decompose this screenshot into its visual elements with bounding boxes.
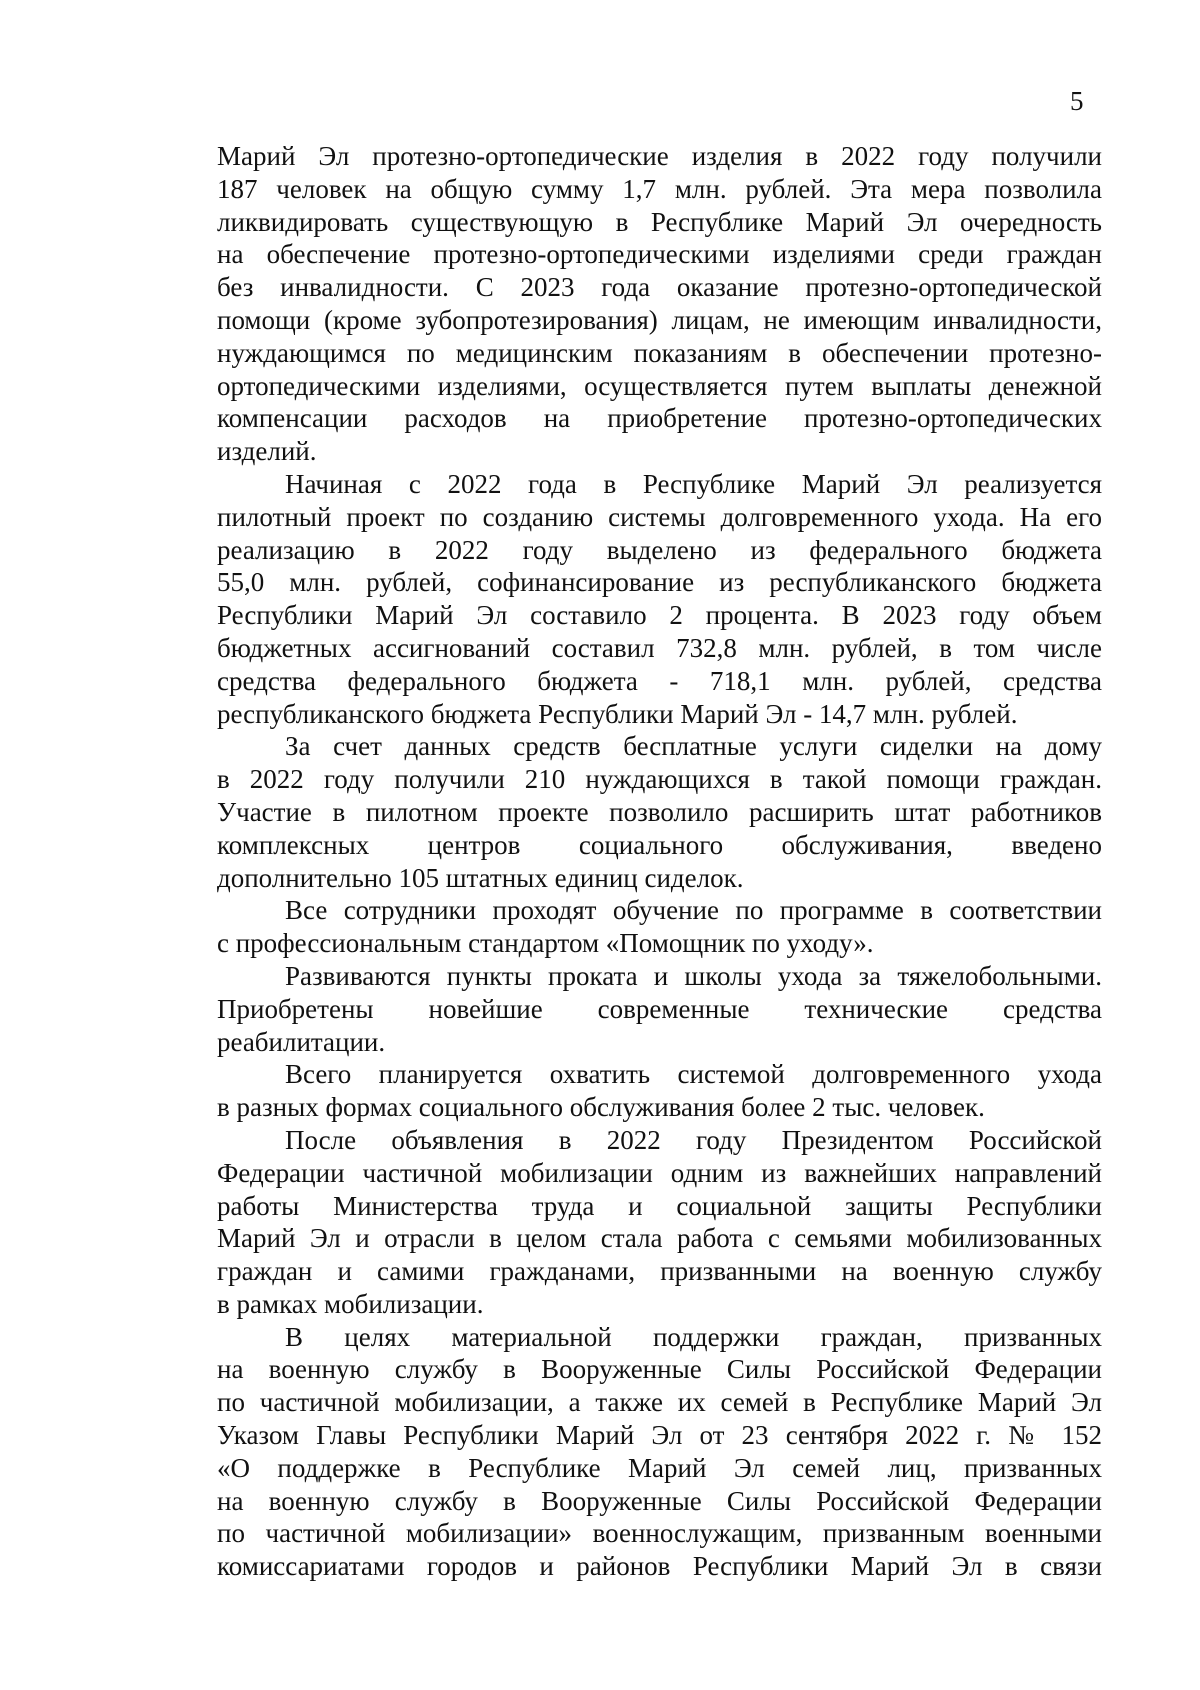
text-line: «О поддержке в Республике Марий Эл семей лиц, призванных (217, 1452, 1102, 1483)
text-line: 55,0 млн. рублей, софинансирование из республиканского бюджета (217, 567, 1102, 598)
text-line: средства федерального бюджета - 718,1 млн. рублей, средства (217, 665, 1102, 696)
text-line: с профессиональным стандартом «Помощник по уходу». (217, 928, 874, 959)
paragraph (217, 960, 1102, 1058)
paragraph (217, 468, 1102, 730)
text-line: комплексных центров социального обслуживания, введено (217, 829, 1102, 860)
text-line: изделий. (217, 436, 317, 467)
paragraph (217, 730, 1102, 894)
text-line: без инвалидности. С 2023 года оказание протезно-ортопедической (217, 272, 1102, 303)
text-line: на обеспечение протезно-ортопедическими изделиями среди граждан (217, 239, 1102, 270)
text-line: Указом Главы Республики Марий Эл от 23 сентября 2022 г. № 152 (217, 1420, 1102, 1451)
text-line: в 2022 году получили 210 нуждающихся в такой помощи граждан. (217, 764, 1102, 795)
text-line: работы Министерства труда и социальной защиты Республики (217, 1190, 1102, 1221)
text-line: пилотный проект по созданию системы долговременного ухода. На его (217, 501, 1102, 532)
text-line: Участие в пилотном проекте позволило расширить штат работников (217, 796, 1102, 827)
text-line: помощи (кроме зубопротезирования) лицам, не имеющим инвалидности, (217, 304, 1102, 335)
text-line: на военную службу в Вооруженные Силы Российской Федерации (217, 1485, 1102, 1516)
text-line: на военную службу в Вооруженные Силы Российской Федерации (217, 1354, 1102, 1385)
text-line: граждан и самими гражданами, призванными на военную службу (217, 1256, 1102, 1287)
text-line: по частичной мобилизации, а также их семей в Республике Марий Эл (217, 1387, 1102, 1418)
text-line: республиканского бюджета Республики Марий Эл - 14,7 млн. рублей. (217, 698, 1018, 729)
text-line: Марий Эл протезно-ортопедические изделия в 2022 году получили (217, 141, 1102, 171)
text-line: по частичной мобилизации» военнослужащим, призванным военными (217, 1518, 1102, 1549)
paragraph (217, 140, 1102, 468)
text-line: Приобретены новейшие современные технические средства (217, 993, 1102, 1024)
text-line: За счет данных средств бесплатные услуги сиделки на дому (285, 731, 1102, 762)
text-line: дополнительно 105 штатных единиц сиделок. (217, 862, 744, 893)
text-line: в разных формах социального обслуживания более 2 тыс. человек. (217, 1092, 985, 1123)
paragraph (217, 1124, 1102, 1321)
text-line: Марий Эл и отрасли в целом стала работа с семьями мобилизованных (217, 1223, 1102, 1254)
paragraph (217, 894, 1102, 960)
text-line: реализацию в 2022 году выделено из федерального бюджета (217, 534, 1102, 565)
text-line: Всего планируется охватить системой долговременного ухода (285, 1059, 1102, 1090)
text-line: реабилитации. (217, 1026, 386, 1057)
text-line: В целях материальной поддержки граждан, призванных (285, 1321, 1102, 1352)
text-line: Все сотрудники проходят обучение по программе в соответствии (285, 895, 1102, 926)
text-line: бюджетных ассигнований составил 732,8 млн. рублей, в том числе (217, 632, 1102, 663)
text-line: ортопедическими изделиями, осуществляется путем выплаты денежной (217, 370, 1102, 401)
text-line: ликвидировать существующую в Республике Марий Эл очередность (217, 206, 1102, 237)
text-line: Развиваются пункты проката и школы ухода за тяжелобольными. (285, 960, 1102, 991)
page-number: 5 (1070, 86, 1084, 116)
text-line: Республики Марий Эл составило 2 процента. В 2023 году объем (217, 600, 1102, 631)
paragraph (217, 1058, 1102, 1124)
text-line: комиссариатами городов и районов Республики Марий Эл в связи (217, 1551, 1102, 1582)
text-line: в рамках мобилизации. (217, 1288, 484, 1319)
text-line: Начиная с 2022 года в Республике Марий Эл реализуется (285, 468, 1102, 499)
text-line: компенсации расходов на приобретение протезно-ортопедических (217, 403, 1102, 434)
text-line: 187 человек на общую сумму 1,7 млн. рублей. Эта мера позволила (217, 173, 1102, 204)
paragraph (217, 1321, 1102, 1583)
text-line: После объявления в 2022 году Президентом Российской (285, 1124, 1102, 1155)
text-line: нуждающимся по медицинским показаниям в обеспечении протезно- (217, 337, 1102, 368)
text-line: Федерации частичной мобилизации одним из важнейших направлений (217, 1157, 1102, 1188)
document-body (217, 140, 1102, 1583)
